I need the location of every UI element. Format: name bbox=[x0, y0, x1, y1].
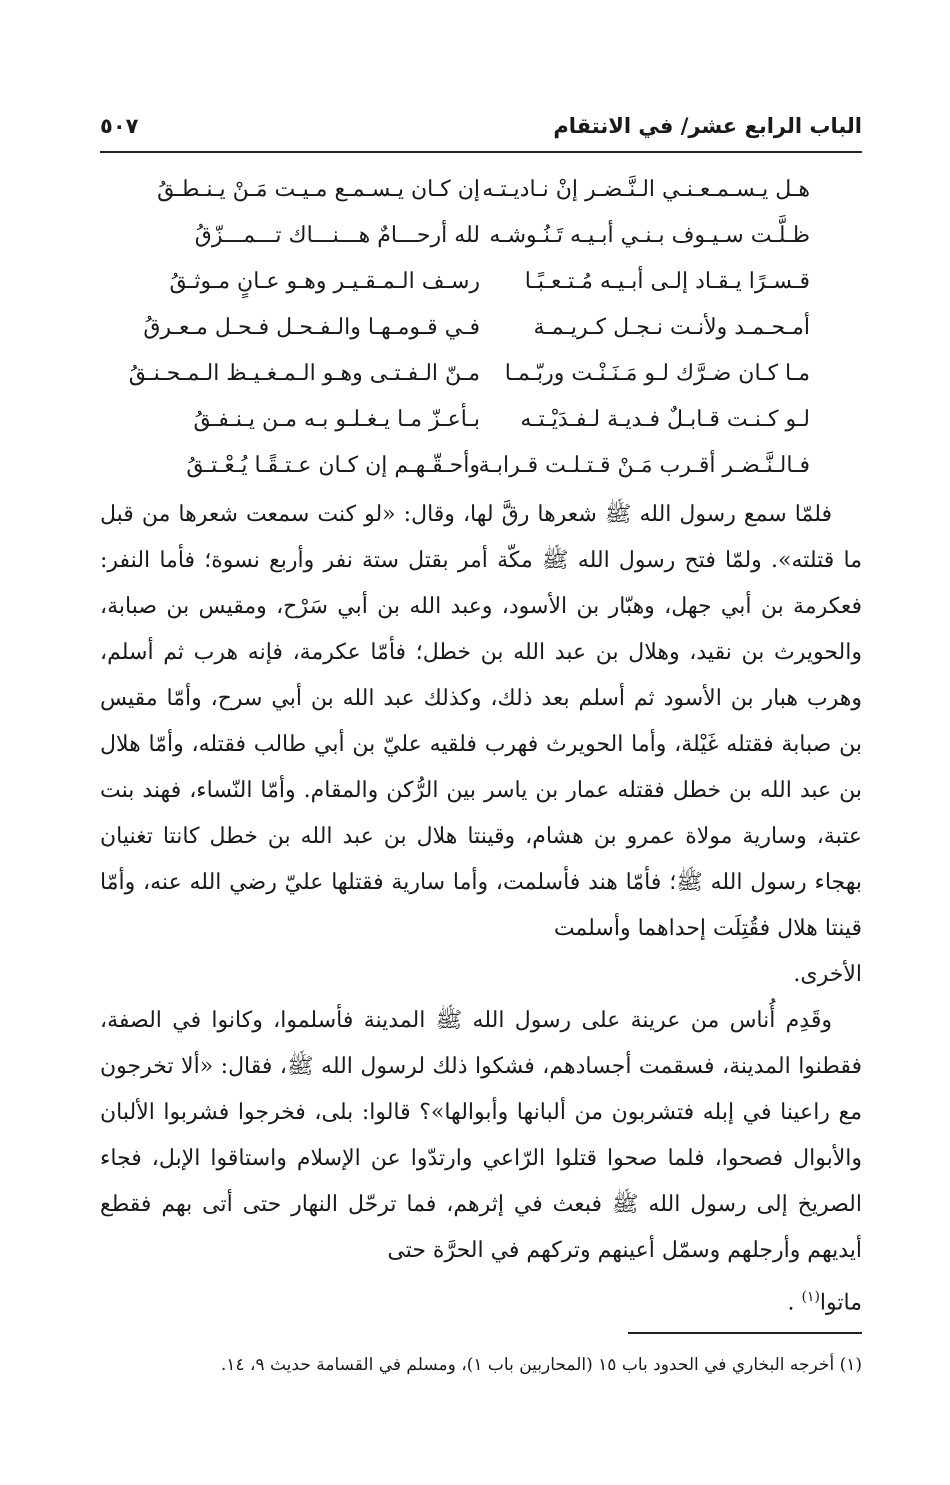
poem-verse bbox=[150, 442, 810, 488]
poem-verse bbox=[150, 258, 810, 304]
verse-first-hemistich: لـو كـنـت قـابـلٌ فـديـة لـفـدَيْـتـه bbox=[520, 406, 810, 432]
body-text bbox=[100, 492, 862, 1326]
verse-second-hemistich: لله أرحـــامٌ هـــنـــاك تـــمـــزّقُ bbox=[194, 222, 480, 248]
poem-verse bbox=[143, 304, 810, 350]
verse-first-hemistich: ظـلَّـت سـيـوف بـنـي أبـيـه تَـنُـوشـه bbox=[489, 222, 810, 248]
paragraph-1-last-line: الأخرى. bbox=[793, 962, 862, 987]
verse-second-hemistich: بـأعـزّ مـا يـغـلـو بـه مـن يـنـفـقُ bbox=[193, 406, 480, 432]
verse-first-hemistich: مـا كـان ضـرَّك لـو مَـنَـنْـت وربّـمـا bbox=[504, 360, 810, 386]
verse-first-hemistich: قـسـرًا يـقـاد إلـى أبـيـه مُـتـعـبًـا bbox=[524, 268, 810, 294]
verse-first-hemistich: هـل يـسـمـعـنـي الـنَّـضـر إنْ نـاديـتـه bbox=[482, 176, 810, 202]
chapter-title: الباب الرابع عشر/ في الانتقام bbox=[553, 114, 862, 138]
verse-first-hemistich: فـالـنَّـضـر أقـرب مَـنْ قـتـلـت قـرابـة bbox=[478, 452, 810, 478]
verse-second-hemistich: إن كـان يـسـمـع مـيـت مَـنْ يـنـطـقُ bbox=[157, 176, 480, 202]
poem-verse bbox=[150, 212, 810, 258]
paragraph-2: وقَدِم أُناس من عرينة على رسول الله ﷺ المدينة فأسلموا، وكانوا في الصفة، فقطنوا المدينة، فسقمت أجسادهم، فشكوا ذلك لرسول الله ﷺ، فقال: «ألا تخرجون مع راعينا في إبله فتشربون من ألبانها وأبوالها»؟ قالوا: بلى، فخرجوا فشربوا الألبان والأبوال فصحوا، فلما صحوا قتلوا الرّاعي وارتدّوا عن الإسلام واستاقوا الإبل، فجاء الصريخ إلى رسول الله ﷺ فبعث في إثرهم، فما ترحّل النهار حتى أتى بهم فقطع أيديهم وأرجلهم وسمّل أعينهم وتركهم في الحرَّة حتى bbox=[100, 1008, 862, 1263]
paragraph-1: فلمّا سمع رسول الله ﷺ شعرها رقَّ لها، وقال: «لو كنت سمعت شعرها من قبل ما قتلته». ولمّا فتح رسول الله ﷺ مكّة أمر بقتل ستة نفر وأربع نسوة؛ فأما النفر: فعكرمة بن أبي جهل، وهبّار بن الأسود، وعبد الله بن أبي سَرْح، ومقيس بن صبابة، والحويرث بن نقيد، وهلال بن عبد الله بن خطل؛ فأمّا عكرمة، فإنه هرب ثم أسلم، وهرب هبار بن الأسود ثم أسلم بعد ذلك، وكذلك عبد الله بن أبي سرح، وأمّا مقيس بن صبابة فقتله غَيْلة، وأما الحويرث فهرب فلقيه عليّ بن أبي طالب فقتله، وأمّا هلال بن عبد الله بن خطل فقتله عمار بن ياسر بين الرُّكن والمقام. وأمّا النّساء، فهند بنت عتبة، وسارية مولاة عمرو بن هشام، وقينتا هلال بن عبد الله بن خطل كانتا تغنيان بهجاء رسول الله ﷺ؛ فأمّا هند فأسلمت، وأما سارية فقتلها عليّ رضي الله عنه، وأمّا قينتا هلال فقُتِلَت إحداهما وأسلمت bbox=[100, 502, 862, 941]
poem bbox=[128, 166, 810, 488]
poem-verse bbox=[150, 166, 810, 212]
footnote: (١) أخرجه البخاري في الحدود باب ١٥ (المحاربين باب ١)، ومسلم في القسامة حديث ٩، ١٤. bbox=[220, 1355, 862, 1375]
footnote-reference[interactable]: (١) bbox=[801, 1289, 820, 1305]
running-head bbox=[100, 114, 862, 150]
poem-verse bbox=[128, 350, 810, 396]
paragraph-2-last-line bbox=[100, 1274, 862, 1326]
footnote-rule bbox=[628, 1332, 862, 1334]
paragraph-2-ending: ماتوا bbox=[819, 1290, 862, 1316]
verse-second-hemistich: فـي قـومـهـا والـفـحـل فـحـل مـعـرقُ bbox=[143, 314, 480, 340]
poem-verse bbox=[150, 396, 810, 442]
page-number: ٥٠٧ bbox=[100, 114, 139, 138]
paragraph-2-period: . bbox=[787, 1290, 795, 1316]
header-rule bbox=[100, 151, 862, 153]
verse-second-hemistich: وأحـقّـهـم إن كـان عـتـقًـا يُـعْـتـقُ bbox=[186, 452, 480, 478]
verse-second-hemistich: رسـف الـمـقـيـر وهـو عـانٍ مـوثـقُ bbox=[169, 268, 480, 294]
verse-second-hemistich: مـنّ الـفـتـى وهـو الـمـغـيـظ الـمـحـنـقُ bbox=[128, 360, 480, 386]
verse-first-hemistich: أمـحـمـد ولأنـت نـجـل كـريـمـة bbox=[533, 314, 810, 340]
